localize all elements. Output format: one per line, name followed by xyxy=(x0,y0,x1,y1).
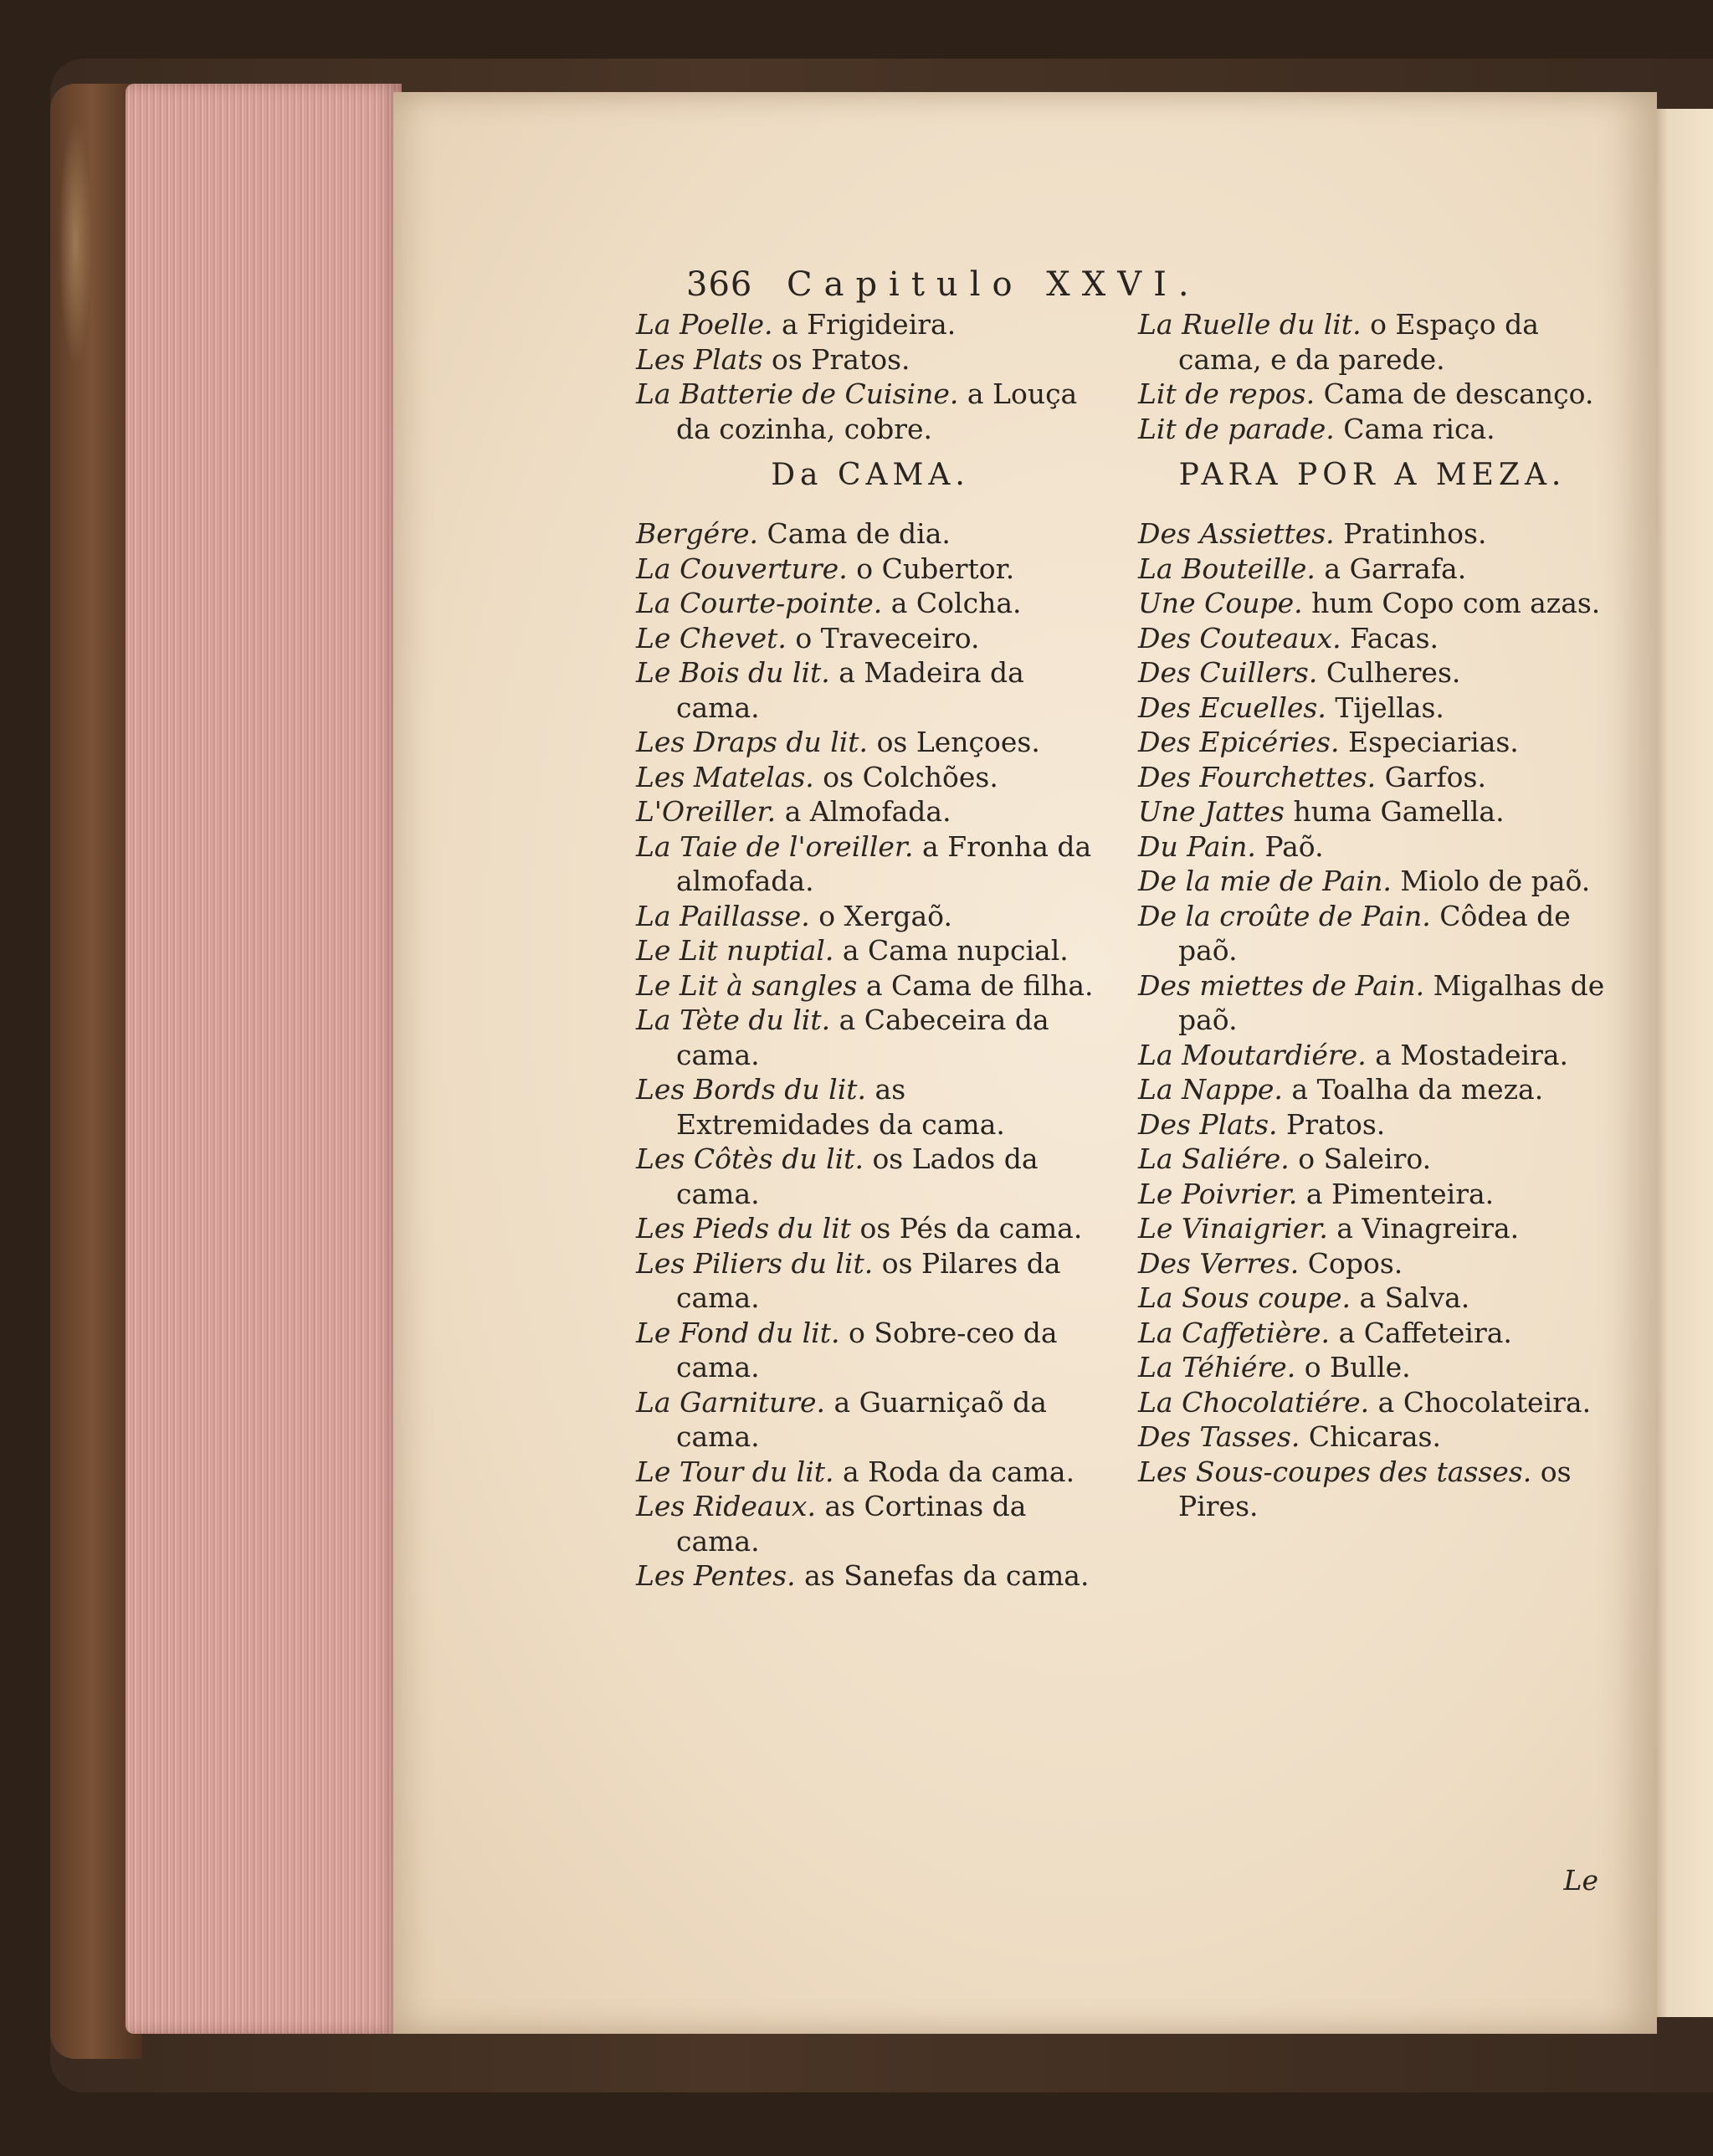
running-head xyxy=(661,264,1582,314)
list-item xyxy=(636,1211,1105,1246)
portuguese-term: os Pilares da cama. xyxy=(676,1246,1061,1314)
french-term: La Couverture. xyxy=(636,552,848,585)
french-term: La Saliére. xyxy=(1138,1142,1290,1175)
list-item xyxy=(1138,1419,1607,1455)
french-term: Le Fond du lit. xyxy=(636,1316,840,1349)
french-term: Le Bois du lit. xyxy=(636,656,830,689)
list-item xyxy=(1138,586,1607,621)
list-item xyxy=(1138,1177,1607,1212)
portuguese-term: a Chocolateira. xyxy=(1377,1385,1592,1419)
french-term: Les Bords du lit. xyxy=(636,1073,867,1106)
portuguese-term: a Garrafa. xyxy=(1324,552,1467,585)
portuguese-term: as Cortinas da cama. xyxy=(676,1490,1027,1558)
french-term: La Caffetière. xyxy=(1138,1316,1331,1349)
left-top-entries xyxy=(636,307,1105,446)
list-item xyxy=(1138,1107,1607,1142)
french-term: Lit de parade. xyxy=(1138,412,1335,445)
portuguese-term: a Madeira da cama. xyxy=(676,656,1024,724)
portuguese-term: hum Copo com azas. xyxy=(1311,587,1601,619)
portuguese-term: Miolo de paõ. xyxy=(1400,865,1591,897)
portuguese-term: Facas. xyxy=(1350,621,1439,654)
section-heading-meza: PARA POR A MEZA. xyxy=(1178,458,1567,492)
french-term: Les Piliers du lit. xyxy=(636,1246,874,1280)
portuguese-term: a Louça da cozinha, cobre. xyxy=(676,377,1078,445)
list-item xyxy=(636,586,1105,621)
left-column xyxy=(636,307,1105,1594)
portuguese-term: a Cama nupcial. xyxy=(842,934,1069,967)
page-edges xyxy=(126,84,402,2034)
list-item xyxy=(636,760,1105,795)
french-term: Le Poivrier. xyxy=(1138,1177,1298,1210)
french-term: Les Pieds du lit xyxy=(636,1212,851,1245)
french-term: La Paillasse. xyxy=(636,899,810,932)
right-entries xyxy=(1138,516,1607,1524)
list-item xyxy=(1138,552,1607,587)
list-item xyxy=(636,829,1105,899)
portuguese-term: Copos. xyxy=(1307,1246,1403,1280)
list-item xyxy=(1138,1211,1607,1246)
french-term: Bergére. xyxy=(636,517,759,550)
portuguese-term: a Vinagreira. xyxy=(1336,1212,1520,1245)
french-term: De la croûte de Pain. xyxy=(1138,899,1431,932)
french-term: La Garniture. xyxy=(636,1385,826,1419)
list-item xyxy=(636,1316,1105,1385)
portuguese-term: a Pimenteira. xyxy=(1305,1177,1495,1210)
portuguese-term: Côdea de paõ. xyxy=(1178,899,1571,967)
list-item xyxy=(1138,690,1607,726)
portuguese-term: o Sobre-ceo da cama. xyxy=(676,1316,1058,1383)
french-term: Les Côtès du lit. xyxy=(636,1142,864,1175)
portuguese-term: a Almofada. xyxy=(784,795,951,828)
french-term: La Bouteille. xyxy=(1138,552,1316,585)
portuguese-term: os Pires. xyxy=(1178,1455,1572,1522)
page-text-area xyxy=(636,264,1605,1897)
spine-wear xyxy=(59,117,92,368)
french-term: Des Verres. xyxy=(1138,1246,1300,1280)
portuguese-term: as Extremidades da cama. xyxy=(676,1073,1005,1141)
french-term: Des miettes de Pain. xyxy=(1138,968,1425,1002)
portuguese-term: a Cabeceira da cama. xyxy=(676,1004,1049,1071)
portuguese-term: a Fronha da almofada. xyxy=(676,829,1092,897)
portuguese-term: Cama de dia. xyxy=(767,517,951,550)
portuguese-term: Chicaras. xyxy=(1308,1420,1441,1453)
list-item xyxy=(636,621,1105,656)
portuguese-term: o Bulle. xyxy=(1304,1351,1411,1383)
list-item xyxy=(1138,794,1607,829)
french-term: Les Plats xyxy=(636,342,763,376)
french-term: Le Lit nuptial. xyxy=(636,934,834,967)
french-term: Les Matelas. xyxy=(636,760,814,793)
portuguese-term: a Colcha. xyxy=(890,587,1022,619)
list-item xyxy=(1138,516,1607,552)
french-term: La Courte-pointe. xyxy=(636,587,883,619)
list-item xyxy=(636,655,1105,725)
portuguese-term: Tijellas. xyxy=(1335,690,1444,724)
french-term: Des Cuillers. xyxy=(1138,656,1318,689)
list-item xyxy=(636,307,1105,342)
list-item xyxy=(636,933,1105,968)
portuguese-term: Paõ. xyxy=(1264,829,1324,863)
french-term: Des Plats. xyxy=(1138,1107,1278,1141)
list-item xyxy=(636,1385,1105,1455)
list-item xyxy=(636,1558,1105,1594)
french-term: Une Jattes xyxy=(1138,795,1285,828)
portuguese-term: o Cubertor. xyxy=(856,552,1015,585)
french-term: Des Ecuelles. xyxy=(1138,690,1326,724)
list-item xyxy=(1138,307,1607,377)
portuguese-term: os Pratos. xyxy=(772,342,910,376)
portuguese-term: Migalhas de paõ. xyxy=(1178,968,1605,1036)
facing-page-edge xyxy=(1649,109,1713,2017)
list-item xyxy=(636,516,1105,552)
portuguese-term: o Xergaõ. xyxy=(818,899,952,932)
portuguese-term: o Saleiro. xyxy=(1298,1142,1432,1175)
french-term: La Taie de l'oreiller. xyxy=(636,829,914,863)
french-term: Des Fourchettes. xyxy=(1138,760,1377,793)
list-item xyxy=(636,342,1105,377)
portuguese-term: Garfos. xyxy=(1384,760,1486,793)
list-item xyxy=(1138,655,1607,690)
list-item xyxy=(1138,1072,1607,1107)
list-item xyxy=(636,725,1105,760)
list-item xyxy=(1138,1316,1607,1351)
french-term: La Sous coupe. xyxy=(1138,1281,1351,1314)
list-item xyxy=(1138,1455,1607,1524)
french-term: Une Coupe. xyxy=(1138,587,1303,619)
list-item xyxy=(1138,412,1607,447)
list-item xyxy=(1138,377,1607,412)
portuguese-term: a Toalha da meza. xyxy=(1291,1073,1544,1106)
portuguese-term: a Cama de filha. xyxy=(865,968,1094,1002)
list-item xyxy=(1138,968,1607,1038)
portuguese-term: o Traveceiro. xyxy=(795,621,980,654)
french-term: L'Oreiller. xyxy=(636,795,777,828)
french-term: Lit de repos. xyxy=(1138,377,1316,410)
right-top-entries xyxy=(1138,307,1607,446)
portuguese-term: Cama rica. xyxy=(1343,412,1495,445)
list-item xyxy=(636,1455,1105,1490)
list-item xyxy=(636,1142,1105,1211)
french-term: La Poelle. xyxy=(636,308,773,341)
french-term: Le Chevet. xyxy=(636,621,787,654)
list-item xyxy=(636,1489,1105,1558)
list-item xyxy=(636,552,1105,587)
french-term: La Moutardiére. xyxy=(1138,1038,1367,1071)
right-column xyxy=(1138,307,1607,1897)
french-term: Des Epicéries. xyxy=(1138,726,1340,758)
list-item xyxy=(636,1072,1105,1142)
page-number: 366 xyxy=(686,265,753,304)
portuguese-term: os Colchões. xyxy=(823,760,998,793)
french-term: Les Draps du lit. xyxy=(636,726,869,758)
french-term: La Téhiére. xyxy=(1138,1351,1296,1383)
french-term: La Chocolatiére. xyxy=(1138,1385,1370,1419)
portuguese-term: Pratos. xyxy=(1286,1107,1386,1141)
list-item xyxy=(1138,1038,1607,1073)
french-term: Les Rideaux. xyxy=(636,1490,816,1522)
list-item xyxy=(1138,1281,1607,1316)
list-item xyxy=(1138,760,1607,795)
list-item xyxy=(1138,829,1607,865)
portuguese-term: os Pés da cama. xyxy=(859,1212,1083,1245)
list-item xyxy=(636,794,1105,829)
portuguese-term: os Lados da cama. xyxy=(676,1142,1039,1210)
portuguese-term: a Caffeteira. xyxy=(1338,1316,1512,1349)
french-term: Des Tasses. xyxy=(1138,1420,1300,1453)
list-item xyxy=(1138,864,1607,899)
list-item xyxy=(1138,1246,1607,1281)
list-item xyxy=(636,1003,1105,1072)
french-term: Des Couteaux. xyxy=(1138,621,1341,654)
portuguese-term: os Lençoes. xyxy=(876,726,1040,758)
list-item xyxy=(1138,1142,1607,1177)
list-item xyxy=(1138,621,1607,656)
french-term: Le Vinaigrier. xyxy=(1138,1212,1328,1245)
section-heading-cama: Da CAMA. xyxy=(771,458,970,492)
french-term: La Batterie de Cuisine. xyxy=(636,377,959,410)
french-term: Les Pentes. xyxy=(636,1559,796,1592)
french-term: La Nappe. xyxy=(1138,1073,1283,1106)
portuguese-term: huma Gamella. xyxy=(1293,795,1505,828)
portuguese-term: Especiarias. xyxy=(1347,726,1519,758)
portuguese-term: a Salva. xyxy=(1359,1281,1470,1314)
portuguese-term: o Espaço da cama, e da parede. xyxy=(1178,308,1539,376)
portuguese-term: Pratinhos. xyxy=(1343,517,1487,550)
french-term: Le Tour du lit. xyxy=(636,1455,834,1488)
list-item xyxy=(1138,725,1607,760)
list-item xyxy=(1138,899,1607,968)
french-term: Des Assiettes. xyxy=(1138,517,1335,550)
french-term: Les Sous-coupes des tasses. xyxy=(1138,1455,1532,1488)
portuguese-term: a Mostadeira. xyxy=(1375,1038,1569,1071)
list-item xyxy=(636,899,1105,934)
french-term: De la mie de Pain. xyxy=(1138,865,1392,897)
french-term: Le Lit à sangles xyxy=(636,968,858,1002)
list-item xyxy=(636,968,1105,1004)
portuguese-term: a Frigideira. xyxy=(781,308,957,341)
list-item xyxy=(1138,1350,1607,1385)
list-item xyxy=(636,1246,1105,1316)
left-entries xyxy=(636,516,1105,1594)
list-item xyxy=(1138,1385,1607,1420)
french-term: Du Pain. xyxy=(1138,829,1256,863)
chapter-title: Capitulo XXVI. xyxy=(787,265,1201,304)
french-term: La Ruelle du lit. xyxy=(1138,308,1362,341)
portuguese-term: as Sanefas da cama. xyxy=(804,1559,1090,1592)
list-item xyxy=(636,377,1105,446)
portuguese-term: Culheres. xyxy=(1326,656,1461,689)
portuguese-term: Cama de descanço. xyxy=(1323,377,1594,410)
portuguese-term: a Guarniçaõ da cama. xyxy=(676,1385,1047,1453)
catchword: Le xyxy=(1563,1864,1598,1897)
portuguese-term: a Roda da cama. xyxy=(843,1455,1075,1488)
french-term: La Tète du lit. xyxy=(636,1004,831,1036)
